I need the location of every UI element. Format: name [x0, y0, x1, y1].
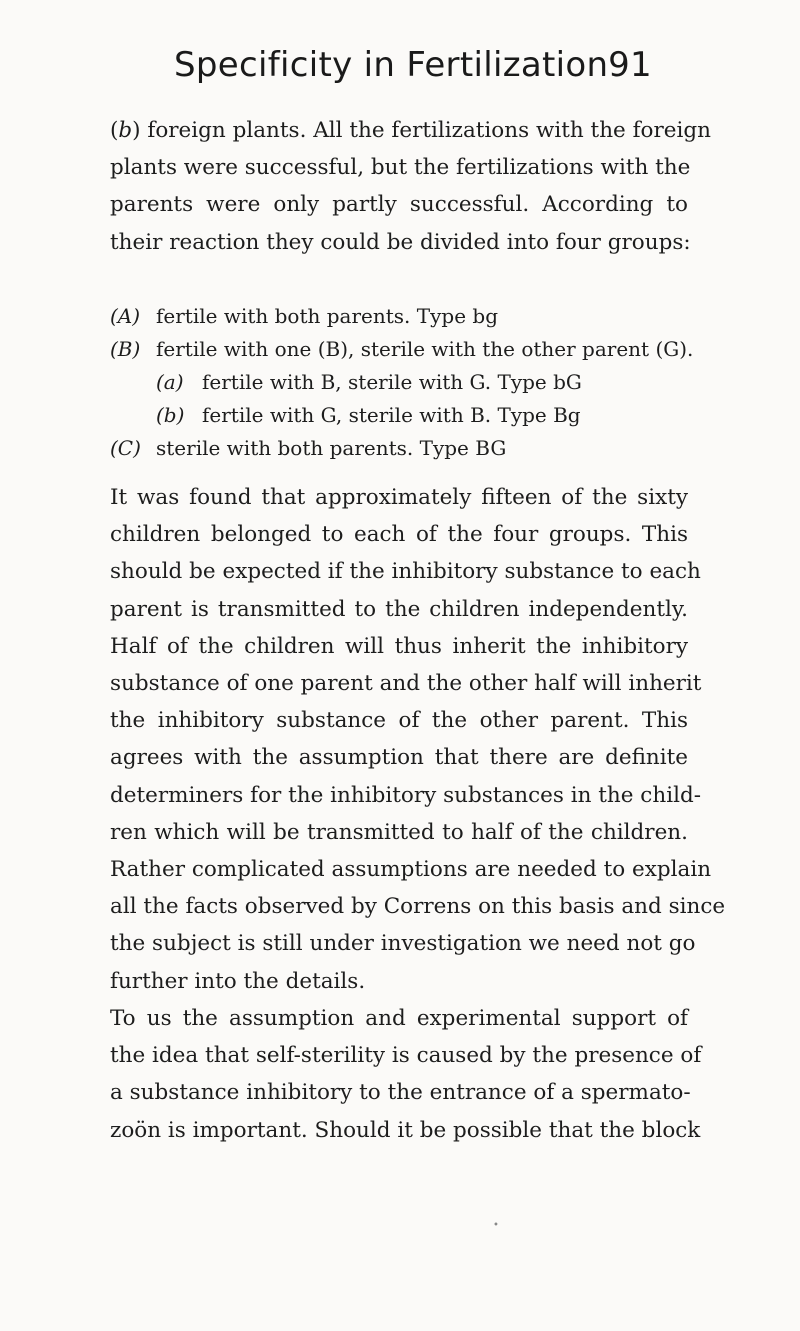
text-line: children belonged to each of the four groups. This [110, 522, 688, 548]
list-item [110, 432, 710, 465]
list-text: fertile with G, sterile with B. Type Bg [202, 403, 581, 427]
text-line: their reaction they could be divided into four groups: [110, 229, 691, 255]
text-line: the inhibitory substance of the other parent. This [110, 708, 688, 734]
text-line: parent is transmitted to the children independently. [110, 596, 688, 622]
list-label: (C) [110, 436, 141, 460]
group-list [110, 300, 710, 465]
text-line: agrees with the assumption that there are definite [110, 745, 688, 771]
page-number: 91 [608, 45, 652, 85]
text-line: further into the details. [110, 968, 366, 994]
list-item [110, 333, 710, 366]
text-line: parents were only partly successful. According to [110, 192, 688, 218]
text-line: plants were successful, but the fertilizations with the [110, 155, 691, 181]
text-line: all the facts observed by Correns on this basis and since [110, 894, 726, 920]
text-line: Rather complicated assumptions are needed to explain [110, 857, 712, 883]
list-text: sterile with both parents. Type BG [156, 436, 507, 460]
print-speck: • [493, 1220, 499, 1231]
text-line: should be expected if the inhibitory substance to each [110, 559, 701, 585]
list-label: (B) [110, 337, 141, 361]
list-label: (b) [156, 403, 185, 427]
chapter-title: Specificity in Fertilization [174, 45, 609, 85]
text-line: the subject is still under investigation we need not go [110, 931, 696, 957]
text-line: It was found that approximately fifteen of the sixty [110, 485, 688, 510]
list-text: fertile with B, sterile with G. Type bG [202, 370, 582, 394]
list-text: fertile with one (B), sterile with the other parent (G). [156, 337, 694, 361]
text-line: zoön is important. Should it be possible that the block [110, 1117, 701, 1143]
text-line: substance of one parent and the other half will inherit [110, 671, 702, 697]
running-head [174, 45, 652, 85]
list-text: fertile with both parents. Type bg [156, 304, 498, 328]
paragraph-findings [110, 479, 726, 1000]
list-item [110, 366, 710, 399]
list-label: (a) [156, 370, 184, 394]
text-line: the idea that self-sterility is caused by the presence of [110, 1043, 702, 1069]
list-label: (A) [110, 304, 141, 328]
text-line: a substance inhibitory to the entrance of a spermato- [110, 1080, 691, 1106]
list-item [110, 399, 710, 432]
text-line: To us the assumption and experimental support of [110, 1006, 688, 1031]
text-line: (b) foreign plants. All the fertilizations with the foreign [110, 118, 711, 143]
list-item [110, 300, 710, 333]
text-line: ren which will be transmitted to half of the children. [110, 819, 688, 845]
text-line: determiners for the inhibitory substances in the child- [110, 782, 701, 808]
paragraph-intro [110, 112, 711, 261]
paragraph-conclusion [110, 1000, 702, 1149]
text-line: Half of the children will thus inherit the inhibitory [110, 633, 688, 659]
